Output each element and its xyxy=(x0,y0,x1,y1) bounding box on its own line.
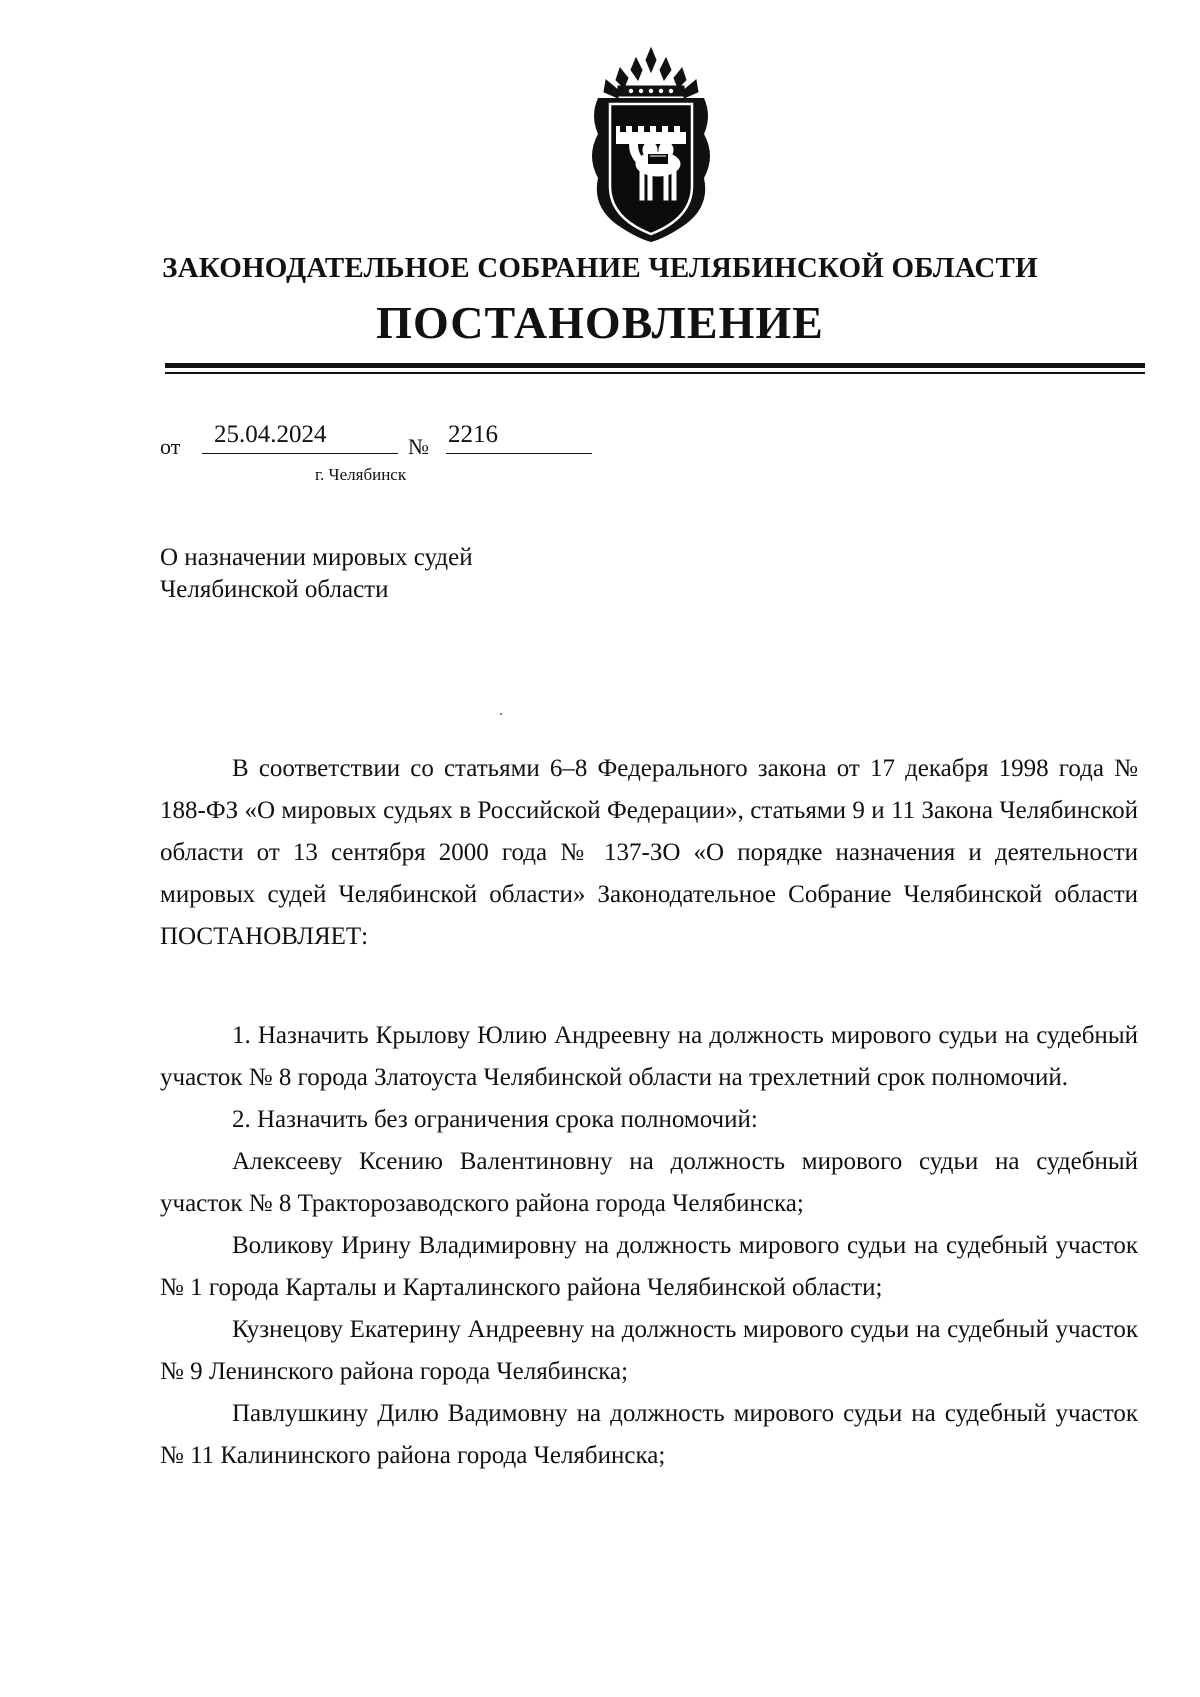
organization-name: ЗАКОНОДАТЕЛЬНОЕ СОБРАНИЕ ЧЕЛЯБИНСКОЙ ОБЛАСТИ xyxy=(162,252,1038,284)
city-label: г. Челябинск xyxy=(315,465,407,484)
coat-of-arms-icon xyxy=(576,46,726,246)
subject-line: Челябинской области xyxy=(160,576,389,603)
from-label: от xyxy=(160,434,181,459)
subject-line: О назначении мировых судей xyxy=(160,544,473,571)
resolution-item: 2. Назначить без ограничения срока полномочий: xyxy=(232,1106,758,1133)
document-number: 2216 xyxy=(446,420,592,454)
resolution-item: Воликову Ирину Владимировну на должность мирового судьи на судебный участок № 1 города Карталы и Карталинского района Челябинской области; xyxy=(160,1232,1138,1301)
document-type-title: ПОСТАНОВЛЕНИЕ xyxy=(376,297,824,348)
resolution-items xyxy=(160,1015,1138,1477)
resolution-item: 1. Назначить Крылову Юлию Андреевну на должность мирового судьи на судебный участок № 8 города Златоуста Челябинской области на трехлетний срок полномочий. xyxy=(160,1022,1138,1091)
resolution-item: Алексееву Ксению Валентиновну на должность мирового судьи на судебный участок № 8 Тракторозаводского района города Челябинска; xyxy=(160,1148,1138,1217)
preamble-text: В соответствии со статьями 6–8 Федерального закона от 17 декабря 1998 года № 188-ФЗ «О мировых судьях в Российской Федерации», статьями 9 и 11 Закона Челябинской области от 13 сентября 2000 года № 137-ЗО «О порядке назначения и деятельности мировых судей Челябинской области» Законодательное Собрание Челябинской области ПОСТАНОВЛЯЕТ: xyxy=(160,755,1138,950)
document-details xyxy=(160,420,760,460)
header-divider-thick xyxy=(165,363,1145,368)
document-date: 25.04.2024 xyxy=(202,420,398,454)
preamble-paragraph xyxy=(160,748,1138,958)
scan-speck xyxy=(500,713,502,715)
resolution-item: Кузнецову Екатерину Андреевну на должность мирового судьи на судебный участок № 9 Ленинского района города Челябинска; xyxy=(160,1316,1138,1385)
document-subject xyxy=(160,542,473,606)
header-divider-thin xyxy=(165,372,1145,374)
number-label: № xyxy=(408,434,429,459)
resolution-item: Павлушкину Дилю Вадимовну на должность мирового судьи на судебный участок № 11 Калининского района города Челябинска; xyxy=(160,1400,1138,1469)
